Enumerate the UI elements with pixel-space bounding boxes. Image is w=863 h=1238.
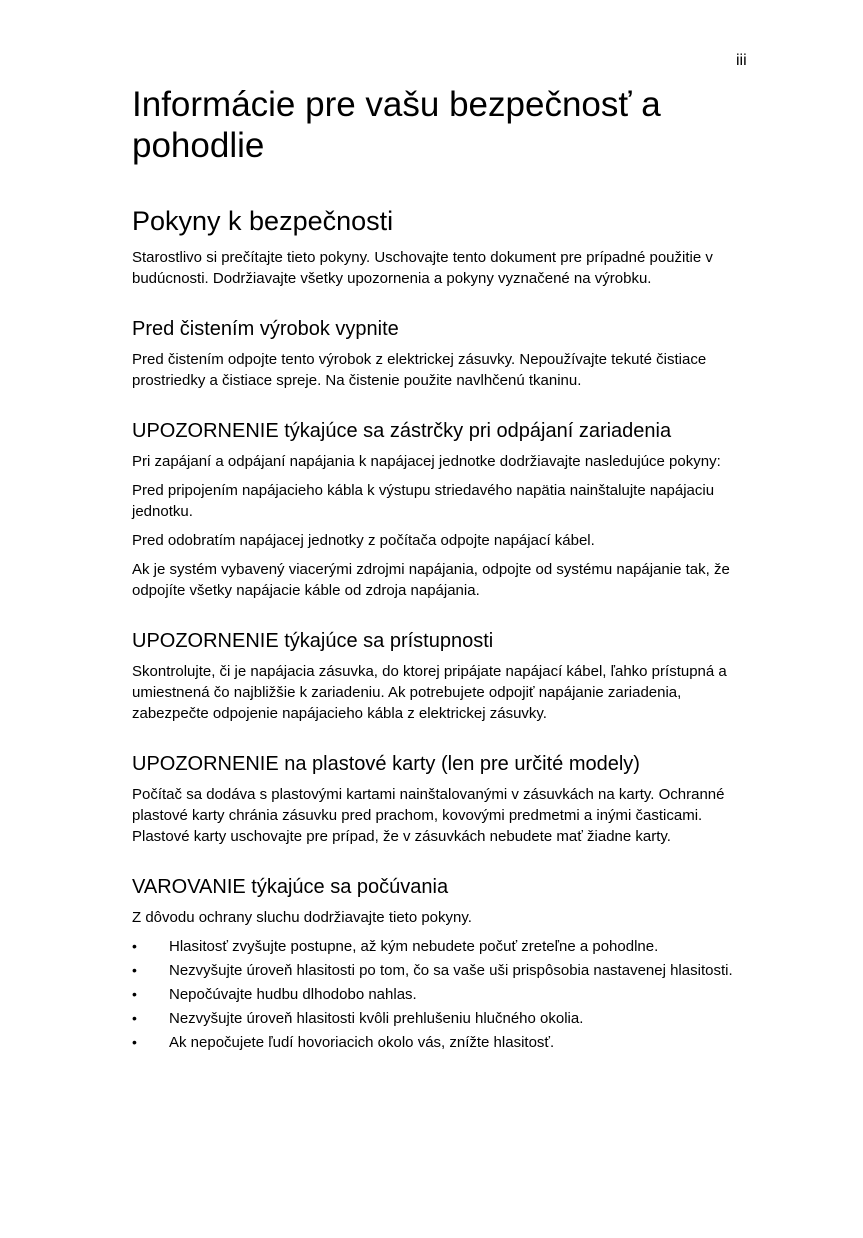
section-accessibility [132,629,747,724]
list-item-text: Ak nepočujete ľudí hovoriacich okolo vás, znížte hlasitosť. [169,1034,555,1051]
list-item [132,1032,747,1053]
page-number: iii [736,52,747,69]
hearing-list [132,936,747,1053]
list-item-text: Nezvyšujte úroveň hlasitosti kvôli prehlušeniu hlučného okolia. [169,1010,584,1027]
paragraph: Pred odobratím napájacej jednotky z počítača odpojte napájací kábel. [132,532,595,549]
bullet-icon: • [132,1034,137,1050]
paragraph: Skontrolujte, či je napájacia zásuvka, do ktorej pripájate napájací kábel, ľahko prístupná a umiestnená čo najbližšie k zariadeniu. Ak potrebujete odpojiť napájanie zariadenia, zabezpečte odpojenie napájacieho kábla z elektrickej zásuvky. [132,663,727,722]
list-item-text: Hlasitosť zvyšujte postupne, až kým nebudete počuť zreteľne a pohodlne. [169,938,659,955]
section-heading: UPOZORNENIE týkajúce sa zástrčky pri odpájaní zariadenia [132,420,672,442]
section-plastic-cards [132,752,747,847]
paragraph: Pri zapájaní a odpájaní napájania k napájacej jednotke dodržiavajte nasledujúce pokyny: [132,453,721,470]
section-heading: VAROVANIE týkajúce sa počúvania [132,876,449,898]
paragraph: Ak je systém vybavený viacerými zdrojmi napájania, odpojte od systému napájanie tak, že odpojíte všetky napájacie káble od zdroja napájania. [132,561,730,599]
paragraph: Pred pripojením napájacieho kábla k výstupu striedavého napätia nainštalujte napájaciu jednotku. [132,482,715,520]
document-body [132,84,747,1056]
document-title: Informácie pre vašu bezpečnosť a pohodlie [132,85,661,165]
list-item [132,936,747,957]
list-item-text: Nezvyšujte úroveň hlasitosti po tom, čo sa vaše uši prispôsobia nastavenej hlasitosti. [169,962,733,979]
intro-paragraph: Starostlivo si prečítajte tieto pokyny. Uschovajte tento dokument pre prípadné použitie v budúcnosti. Dodržiavajte všetky upozornenia a pokyny vyznačené na výrobku. [132,249,713,287]
section-hearing [132,875,747,1053]
list-item [132,1008,747,1029]
section-heading: Pred čistením výrobok vypnite [132,318,399,340]
paragraph: Z dôvodu ochrany sluchu dodržiavajte tieto pokyny. [132,909,472,926]
list-item [132,960,747,981]
section-heading: UPOZORNENIE týkajúce sa prístupnosti [132,630,494,652]
bullet-icon: • [132,986,137,1002]
paragraph: Počítač sa dodáva s plastovými kartami nainštalovanými v zásuvkách na karty. Ochranné plastové karty chránia zásuvku pred prachom, kovovými predmetmi a inými časticami. Plastové karty uschovajte pre prípad, že v zásuvkách nebudete mať žiadne karty. [132,786,725,845]
list-item-text: Nepočúvajte hudbu dlhodobo nahlas. [169,986,417,1003]
bullet-icon: • [132,1010,137,1026]
section-title: Pokyny k bezpečnosti [132,206,394,236]
paragraph: Pred čistením odpojte tento výrobok z elektrickej zásuvky. Nepoužívajte tekuté čistiace prostriedky a čistiace spreje. Na čistenie použite navlhčenú tkaninu. [132,351,707,389]
section-plug-warning [132,419,747,601]
bullet-icon: • [132,938,137,954]
section-heading: UPOZORNENIE na plastové karty (len pre určité modely) [132,753,640,775]
list-item [132,984,747,1005]
bullet-icon: • [132,962,137,978]
section-cleaning [132,317,747,391]
